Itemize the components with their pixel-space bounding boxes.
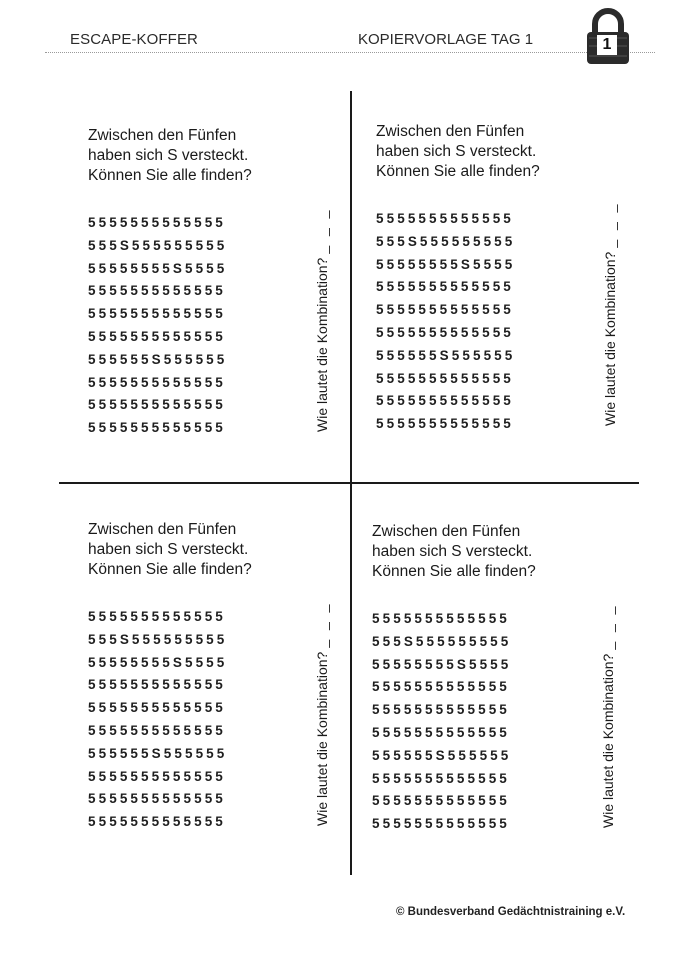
combination-question [314,586,344,826]
grid-row: 555S555555555 [376,233,516,249]
letter-grid [88,606,348,834]
grid-row: 55555555S5555 [88,260,228,276]
prompt-line: Zwischen den Fünfen [88,127,237,144]
header-left-title: ESCAPE-KOFFER [70,31,198,48]
prompt-line: Können Sie alle finden? [88,167,252,184]
combination-question [602,186,632,426]
grid-row: 555S555555555 [88,237,228,253]
grid-row: 5555555555555 [88,420,226,436]
question-text: Wie lautet die Kombination? [602,251,618,426]
grid-row: 5555555555555 [88,768,226,784]
grid-row: 5555555555555 [372,793,510,809]
question-text: Wie lautet die Kombination? [314,651,330,826]
grid-row: 55555555S5555 [88,654,228,670]
grid-row: 5555555555555 [88,814,226,830]
combination-question [314,192,344,432]
grid-row: 5555555555555 [88,374,226,390]
prompt-line: Zwischen den Fünfen [376,123,525,140]
horizontal-cut-line [59,482,639,484]
grid-row: 5555555555555 [372,816,510,832]
grid-row: 5555555555555 [376,324,514,340]
prompt-line: haben sich S versteckt. [88,541,249,558]
grid-row: 55555555S5555 [372,656,512,672]
question-text: Wie lautet die Kombination? [314,257,330,432]
prompt-line: Können Sie alle finden? [376,163,540,180]
grid-row: 5555555555555 [88,609,226,624]
grid-row: 5555555555555 [88,397,226,413]
card-prompt [88,520,348,580]
card-prompt [376,122,636,182]
answer-blanks[interactable]: _ _ _ [600,603,616,650]
grid-row: 55555555S5555 [376,256,516,272]
grid-row: 555555S555555 [88,351,228,367]
grid-row: 5555555555555 [372,611,510,626]
puzzle-card [372,522,632,836]
letter-grid [372,608,632,836]
padlock-icon [584,8,632,66]
puzzle-card [376,122,636,436]
header-dotted-divider [45,52,655,53]
grid-row: 5555555555555 [376,279,514,295]
lock-number: 1 [597,35,617,55]
grid-row: 5555555555555 [376,370,514,386]
grid-row: 5555555555555 [376,211,514,226]
grid-row: 5555555555555 [376,393,514,409]
grid-row: 555555S555555 [88,745,228,761]
prompt-line: haben sich S versteckt. [372,543,533,560]
answer-blanks[interactable]: _ _ _ [602,201,618,248]
grid-row: 5555555555555 [372,702,510,718]
prompt-line: Können Sie alle finden? [372,563,536,580]
header-right-title: KOPIERVORLAGE TAG 1 [358,31,534,48]
grid-row: 5555555555555 [376,302,514,318]
combination-question [600,588,630,828]
card-prompt [372,522,632,582]
grid-row: 5555555555555 [372,770,510,786]
grid-row: 5555555555555 [88,306,226,322]
grid-row: 5555555555555 [88,677,226,693]
card-prompt [88,126,348,186]
answer-blanks[interactable]: _ _ _ [314,207,330,254]
grid-row: 555555S555555 [376,347,516,363]
prompt-line: haben sich S versteckt. [376,143,537,160]
prompt-line: Zwischen den Fünfen [372,523,521,540]
answer-blanks[interactable]: _ _ _ [314,601,330,648]
grid-row: 5555555555555 [88,283,226,299]
prompt-line: Können Sie alle finden? [88,561,252,578]
grid-row: 555S555555555 [88,631,228,647]
grid-row: 5555555555555 [372,679,510,695]
copyright-footer: © Bundesverband Gedächtnistraining e.V. [396,906,626,918]
puzzle-card [88,126,348,440]
grid-row: 555S555555555 [372,633,512,649]
grid-row: 5555555555555 [88,328,226,344]
grid-row: 5555555555555 [88,700,226,716]
prompt-line: haben sich S versteckt. [88,147,249,164]
letter-grid [376,208,636,436]
letter-grid [88,212,348,440]
grid-row: 5555555555555 [88,791,226,807]
grid-row: 5555555555555 [372,724,510,740]
grid-row: 5555555555555 [376,416,514,432]
puzzle-card [88,520,348,834]
grid-row: 555555S555555 [372,747,512,763]
question-text: Wie lautet die Kombination? [600,653,616,828]
grid-row: 5555555555555 [88,722,226,738]
grid-row: 5555555555555 [88,215,226,230]
prompt-line: Zwischen den Fünfen [88,521,237,538]
